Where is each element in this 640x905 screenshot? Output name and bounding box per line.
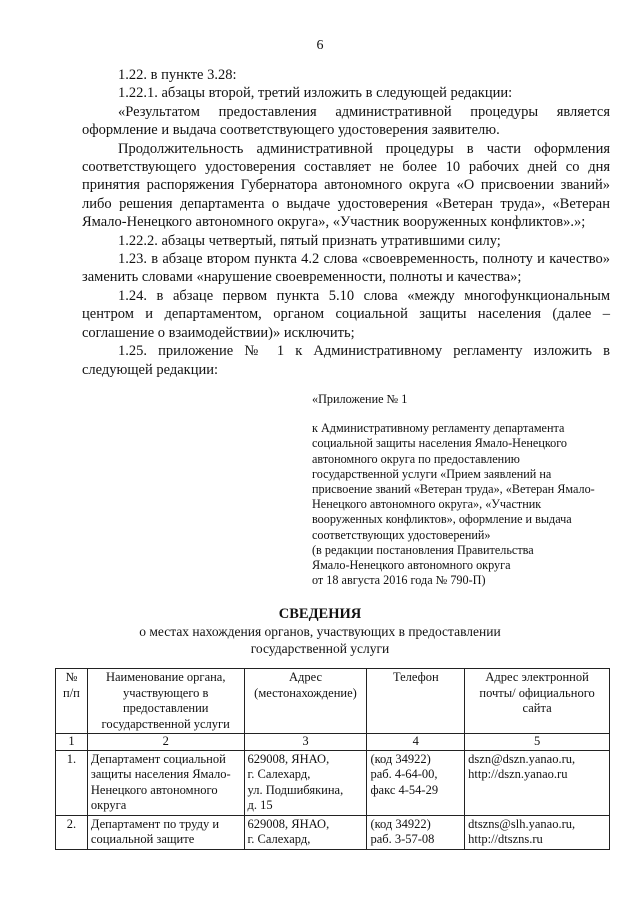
phone-line: (код 34922) <box>370 816 431 831</box>
header-phone: Телефон <box>367 669 465 734</box>
paragraph: 1.22.2. абзацы четвертый, пятый признать утратившими силу; <box>118 232 501 249</box>
paragraph: 1.22. в пункте 3.28: <box>118 67 237 83</box>
paragraph: 1.22.1. абзацы второй, третий изложить в следующей редакции: <box>118 85 513 102</box>
paragraph: «Результатом предоставления административной процедуры является оформление и выдача соответствующего удостоверения заявителю. <box>82 103 610 139</box>
paragraph: 1.25. приложение № 1 к Административному регламенту изложить в следующей редакции: <box>82 343 610 378</box>
row-phone <box>367 815 465 849</box>
row-num: 1. <box>56 750 88 815</box>
header-email: Адрес электронной почты/ официального сайта <box>465 669 610 734</box>
row-email <box>465 815 610 849</box>
column-number: 5 <box>465 734 610 751</box>
appendix-edition-line: (в редакции постановления Правительства <box>312 542 534 557</box>
table-row <box>56 815 610 849</box>
column-number: 3 <box>244 734 367 751</box>
heading-subtitle-line: государственной услуги <box>250 641 390 656</box>
header-num: № п/п <box>56 669 88 734</box>
row-name: Департамент по труду и социальной защите <box>87 815 244 849</box>
appendix-description: к Административному регламенту департамента социальной защиты населения Ямало-Ненецкого автономного округа по предоставлению государственной услуги «Прием заявлений на присвоение званий «Ветеран труда», «Ветеран Ямало-Ненецкого автономного округа», «Участник вооруженных конфликтов», оформление и выдача соответствующих удостоверений» <box>312 421 595 542</box>
table-row <box>56 750 610 815</box>
row-name: Департамент социальной защиты населения Ямало-Ненецкого автономного округа <box>87 750 244 815</box>
website-url: http://dszn.yanao.ru <box>468 767 568 781</box>
row-phone <box>367 750 465 815</box>
agencies-table <box>55 668 610 850</box>
row-address <box>244 815 367 849</box>
address-line: г. Салехард, <box>247 832 311 846</box>
column-number: 1 <box>56 734 88 751</box>
phone-line: раб. 3-57-08 <box>370 832 435 846</box>
appendix-edition-line: Ямало-Ненецкого автономного округа <box>312 558 511 573</box>
row-num: 2. <box>56 815 88 849</box>
header-name: Наименование органа, участвующего в предоставлении государственной услуги <box>87 669 244 734</box>
paragraph: 1.23. в абзаце втором пункта 4.2 слова «своевременность, полноту и качество» заменить словами «нарушение своевременности, полноты и качества»; <box>82 251 610 286</box>
appendix-edition-line: от 18 августа 2016 года № 790-П) <box>312 573 486 588</box>
header-address: Адрес (местонахождение) <box>244 669 367 734</box>
column-number-row <box>56 734 610 751</box>
email-address: dszn@dszn.yanao.ru, <box>468 751 576 766</box>
address-line: 629008, ЯНАО, <box>247 816 330 831</box>
heading-title: СВЕДЕНИЯ <box>278 606 362 622</box>
email-address: dtszns@slh.yanao.ru, <box>468 816 576 831</box>
address-line: 629008, ЯНАО, <box>247 751 330 766</box>
row-address <box>244 750 367 815</box>
phone-line: факс 4-54-29 <box>370 782 439 797</box>
paragraph: Продолжительность административной процедуры в части оформления соответствующего удостоверения составляет не более 10 рабочих дней со дня принятия распоряжения Губернатора автономного округа «О присвоении званий» либо решения департамента о выдаче удостоверения «Ветеран труда», «Ветеран Ямало-Ненецкого автономного округа», «Участник вооруженных конфликтов».»; <box>82 140 610 231</box>
heading-subtitle-line: о местах нахождения органов, участвующих в предоставлении <box>139 624 501 639</box>
phone-line: (код 34922) <box>370 751 431 766</box>
appendix-title: «Приложение № 1 <box>312 392 408 406</box>
body-text <box>82 66 610 379</box>
column-number: 2 <box>87 734 244 751</box>
address-line: г. Салехард, <box>247 767 311 781</box>
page-number: 6 <box>316 38 324 53</box>
row-email <box>465 750 610 815</box>
address-line: д. 15 <box>247 798 273 812</box>
table-header-row <box>56 669 610 734</box>
paragraph: 1.24. в абзаце первом пункта 5.10 слова «между многофункциональным центром и департаментом, органом социальной защиты населения (далее – соглашение о взаимодействии)» исключить; <box>82 287 610 341</box>
phone-line: раб. 4-64-00, <box>370 767 438 781</box>
section-heading <box>0 605 640 657</box>
address-line: ул. Подшибякина, <box>247 782 344 797</box>
appendix-block <box>312 392 602 588</box>
website-url: http://dtszns.ru <box>468 832 543 846</box>
column-number: 4 <box>367 734 465 751</box>
